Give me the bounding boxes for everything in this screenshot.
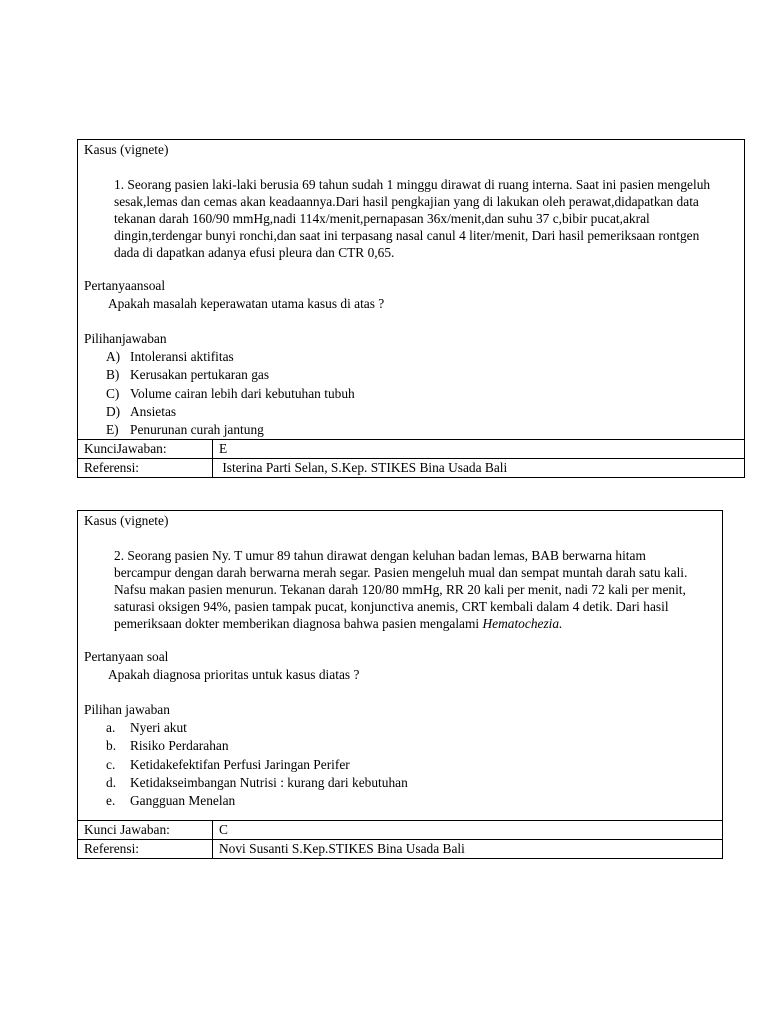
option-text: Nyeri akut (130, 720, 187, 735)
case-2-answer-value: C (219, 822, 228, 838)
case-2-option-b (106, 737, 716, 755)
case-2-option-e (106, 792, 716, 810)
option-text: Intoleransi aktifitas (130, 349, 234, 364)
case-2-option-c (106, 756, 716, 774)
case-1-reference-label: Referensi: (78, 459, 213, 477)
option-text: Volume cairan lebih dari kebutuhan tubuh (130, 385, 355, 401)
case-1-box (77, 139, 745, 478)
case-1-body (78, 140, 744, 439)
case-1-option-e (106, 421, 738, 439)
option-key: a. (106, 720, 116, 735)
option-key: d. (106, 774, 117, 790)
option-text: Risiko Perdarahan (130, 738, 229, 754)
case-1-section-label: Kasus (vignete) (84, 142, 169, 157)
case-2-spacer (84, 810, 716, 820)
case-2-answer-row (78, 820, 722, 839)
option-key: c. (106, 756, 116, 772)
case-2-option-d (106, 774, 716, 792)
option-key: b. (106, 738, 117, 754)
case-1-answer-row (78, 439, 744, 458)
case-1-answer-label: KunciJawaban: (78, 440, 213, 458)
case-2-reference-row (78, 839, 722, 858)
case-2-box (77, 510, 723, 859)
case-1-reference-value: Isterina Parti Selan, S.Kep. STIKES Bina Usada Bali (219, 460, 508, 476)
case-2-option-a (106, 719, 716, 737)
case-2-question: Apakah diagnosa prioritas untuk kasus diatas ? (108, 667, 360, 682)
option-text: Ansietas (130, 403, 177, 419)
case-2-options-label: Pilihan jawaban (84, 702, 170, 717)
case-2-vignette-text: 2. Seorang pasien Ny. T umur 89 tahun dirawat dengan keluhan badan lemas, BAB berwarna hitam bercampur dengan darah berwarna merah segar. Pasien mengeluh mual dan sempat muntah darah satu kali. Nafsu makan pasien menurun. Tekanan darah 120/80 mmHg, RR 20 kali per menit, nadi 72 kali per menit, saturasi oksigen 94%, pasien tampak pucat, konjunctiva anemis, CRT kembali dalam 4 detik. Dari hasil pemeriksaan dokter memberikan diagnosa bahwa pasien mengalami (114, 548, 688, 631)
case-1-option-c (106, 385, 738, 403)
case-1-option-b (106, 366, 738, 384)
case-1-options-list (84, 348, 738, 439)
option-key: C) (106, 385, 120, 401)
option-text: Gangguan Menelan (130, 793, 236, 809)
option-text: Penurunan curah jantung (130, 422, 264, 438)
case-1-option-a (106, 348, 738, 366)
option-text: Ketidakseimbangan Nutrisi : kurang dari kebutuhan (130, 774, 408, 790)
option-key: D) (106, 403, 121, 419)
case-1-question-label: Pertanyaansoal (84, 278, 166, 293)
option-key: e. (106, 793, 116, 809)
case-2-reference-value: Novi Susanti S.Kep.STIKES Bina Usada Bali (219, 841, 465, 857)
case-2-section-label: Kasus (vignete) (84, 513, 169, 528)
case-2-question-label: Pertanyaan soal (84, 649, 169, 664)
case-1-vignette: 1. Seorang pasien laki-laki berusia 69 tahun sudah 1 minggu dirawat di ruang interna. Saat ini pasien mengeluh sesak,lemas dan cemas akan keadaannya.Dari hasil pengkajian yang di lakukan oleh perawat,didapatkan data tekanan darah 160/90 mmHg,nadi 114x/menit,pernapasan 36x/menit,dan suhu 37 c,bibir pucat,akral dingin,terdengar bunyi ronchi,dan saat ini terpasang nasal canul 4 liter/menit, Dari hasil pemeriksaan rontgen dada di dapatkan adanya efusi pleura dan CTR 0,65. (114, 177, 711, 260)
option-text: Ketidakefektifan Perfusi Jaringan Perifer (130, 756, 350, 772)
option-key: E) (106, 422, 119, 438)
case-2-answer-label: Kunci Jawaban: (78, 821, 213, 839)
option-key: B) (106, 367, 120, 383)
case-2-reference-label: Referensi: (78, 840, 213, 858)
option-key: A) (106, 349, 121, 364)
case-2-vignette-italic: Hematochezia. (482, 616, 563, 631)
case-2-vignette (114, 547, 704, 632)
case-2-options-list (84, 719, 716, 810)
case-2-body (78, 511, 722, 820)
case-1-options-label: Pilihanjawaban (84, 331, 167, 346)
case-1-answer-value: E (219, 441, 228, 457)
option-text: Kerusakan pertukaran gas (130, 367, 270, 383)
case-1-option-d (106, 403, 738, 421)
case-1-reference-row (78, 458, 744, 477)
case-1-question: Apakah masalah keperawatan utama kasus di atas ? (108, 296, 385, 311)
